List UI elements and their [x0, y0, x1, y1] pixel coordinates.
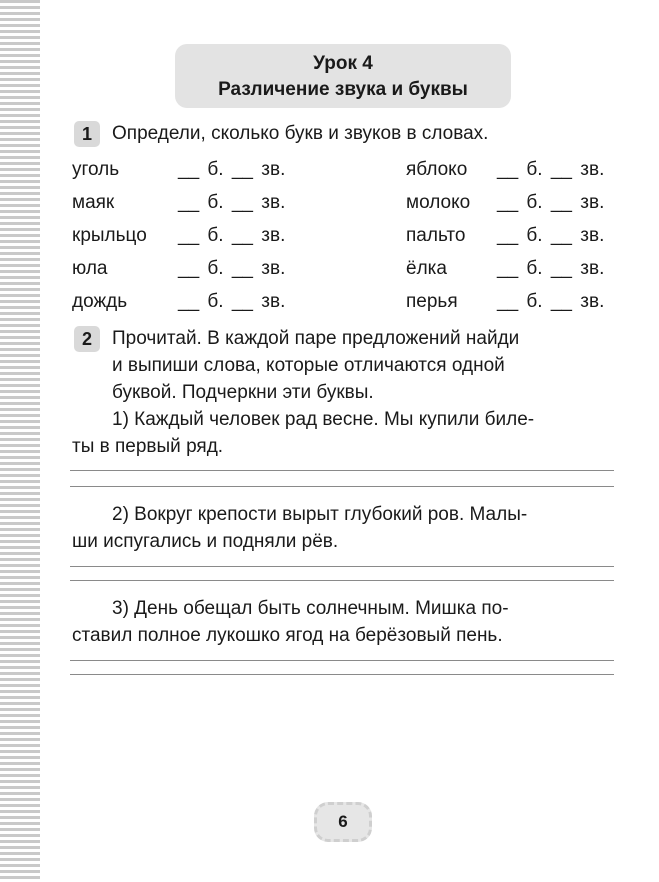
word-left: дождь: [72, 291, 128, 312]
sentence-pair-1-line: 1) Каждый человек рад весне. Мы купили биле-: [112, 409, 535, 430]
count-blank: __ б. __ зв.: [178, 225, 286, 246]
word-right: молоко: [406, 192, 471, 213]
task2-instruction-line: буквой. Подчеркни эти буквы.: [112, 382, 374, 403]
word-right: яблоко: [406, 159, 468, 180]
count-blank: __ б. __ зв.: [178, 258, 286, 279]
sentence-pair-1-line: ты в первый ряд.: [72, 436, 224, 457]
count-blank: __ б. __ зв.: [178, 159, 286, 180]
word-left: уголь: [72, 159, 120, 180]
count-blank: __ б. __ зв.: [497, 291, 605, 312]
task1-instruction: Определи, сколько букв и звуков в словах.: [112, 123, 489, 144]
answer-line[interactable]: [70, 660, 614, 661]
sentence-pair-2-line: ши испугались и подняли рёв.: [72, 531, 339, 552]
task2-number-badge: 2: [74, 326, 100, 352]
count-blank: __ б. __ зв.: [497, 258, 605, 279]
word-left: маяк: [72, 192, 115, 213]
sentence-pair-3-line: 3) День обещал быть солнечным. Мишка по-: [112, 598, 509, 619]
page-edge-stripes: [0, 0, 40, 882]
count-blank: __ б. __ зв.: [497, 192, 605, 213]
word-left: юла: [72, 258, 108, 279]
page-number: 6: [314, 802, 372, 842]
word-right: ёлка: [406, 258, 447, 279]
count-blank: __ б. __ зв.: [178, 192, 286, 213]
answer-line[interactable]: [70, 566, 614, 567]
lesson-topic: Различение звука и буквы: [218, 79, 468, 100]
task2-instruction-line: и выпиши слова, которые отличаются одной: [112, 355, 505, 376]
sentence-pair-3-line: ставил полное лукошко ягод на берёзовый пень.: [72, 625, 503, 646]
answer-line[interactable]: [70, 674, 614, 675]
word-right: перья: [406, 291, 458, 312]
word-left: крыльцо: [72, 225, 147, 246]
count-blank: __ б. __ зв.: [497, 159, 605, 180]
answer-line[interactable]: [70, 486, 614, 487]
word-right: пальто: [406, 225, 466, 246]
sentence-pair-2-line: 2) Вокруг крепости вырыт глубокий ров. Малы-: [112, 504, 528, 525]
lesson-number: Урок 4: [313, 53, 373, 74]
answer-line[interactable]: [70, 470, 614, 471]
answer-line[interactable]: [70, 580, 614, 581]
lesson-header: [175, 44, 511, 108]
count-blank: __ б. __ зв.: [178, 291, 286, 312]
task2-instruction-line: Прочитай. В каждой паре предложений найди: [112, 328, 520, 349]
task1-number-badge: 1: [74, 121, 100, 147]
count-blank: __ б. __ зв.: [497, 225, 605, 246]
